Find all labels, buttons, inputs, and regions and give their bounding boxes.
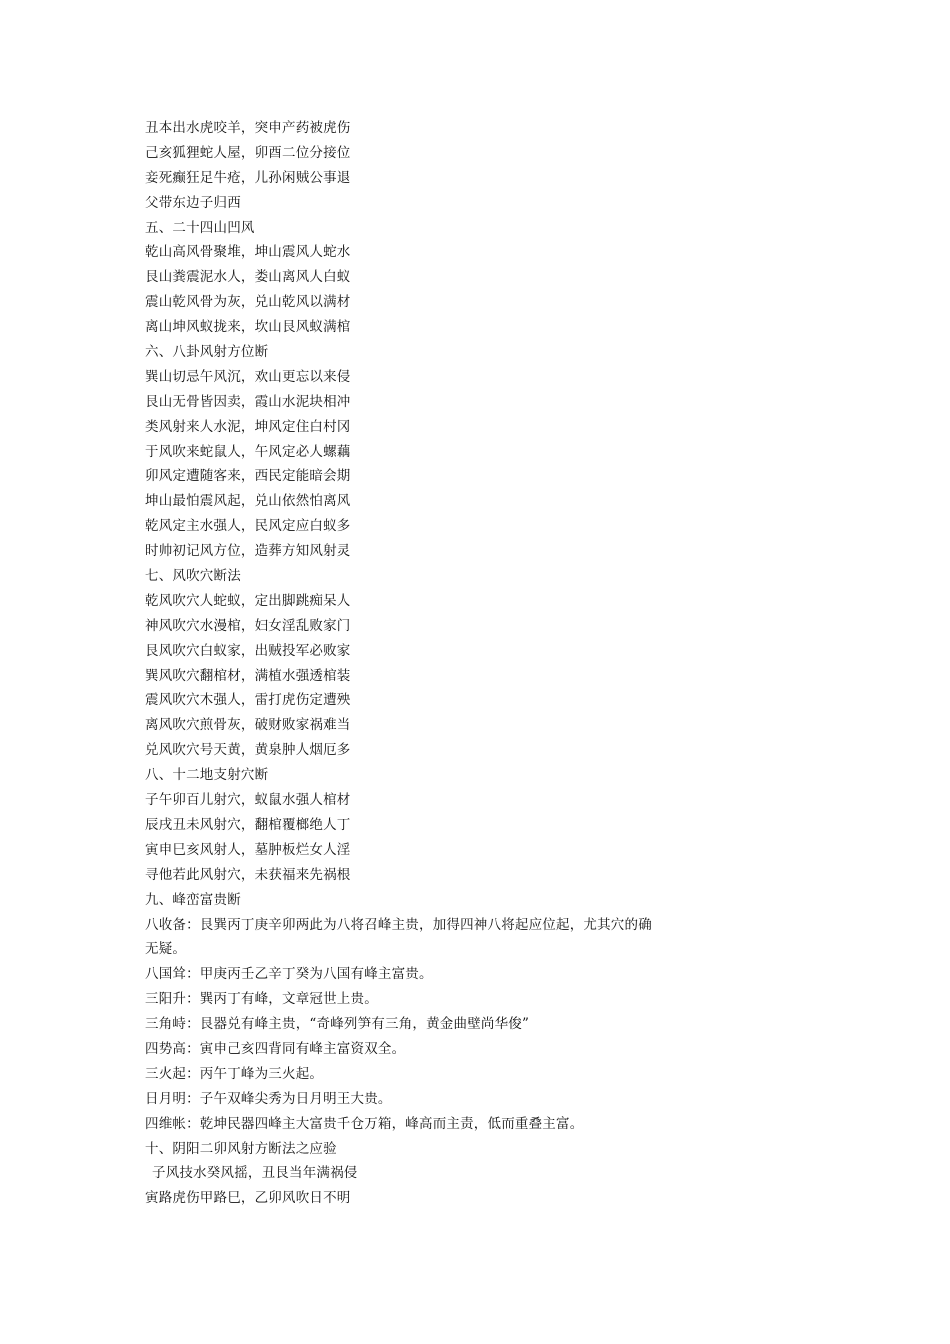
text-line: 寻他若此风射穴，未获福来先祸根: [145, 866, 351, 883]
text-line: 子风技水癸风摇，丑艮当年满祸侵: [152, 1165, 358, 1182]
text-line: 艮山粪震泥水人，娄山离风人白蚁: [145, 269, 351, 286]
text-line: 四维帐：乾坤民器四峰主大富贵千仓万箱，峰高而主责，低而重叠主富。: [145, 1115, 584, 1132]
text-line: 三火起：丙午丁峰为三火起。: [145, 1065, 324, 1082]
text-line: 日月明：子午双峰尖秀为日月明王大贵。: [145, 1090, 392, 1107]
text-line: 乾风定主水强人，民风定应白蚁多: [145, 518, 351, 535]
text-line: 巽山切忌午风沉，欢山更忘以来侵: [145, 368, 351, 385]
text-line: 坤山最怕震风起，兑山依然怕离风: [145, 493, 351, 510]
section-heading: 六、八卦风射方位断: [145, 344, 269, 361]
text-line: 巽风吹穴翻棺材，满植水强透棺装: [145, 667, 351, 684]
text-line: 寅路虎伤甲路巳，乙卯风吹日不明: [145, 1190, 351, 1207]
text-line: 八国耸：甲庚丙壬乙辛丁癸为八国有峰主富贵。: [145, 966, 433, 983]
text-line: 于风吹来蛇鼠人，午风定必人螺藕: [145, 443, 351, 460]
text-line: 寅申巳亥风射人，墓肿板烂女人淫: [145, 841, 351, 858]
section-heading: 五、二十四山凹风: [145, 219, 255, 236]
text-line: 艮风吹穴白蚁家，出贼投军必败家: [145, 642, 351, 659]
text-line: 离山坤风蚁拢来，坎山艮风蚁满棺: [145, 319, 351, 336]
text-line: 乾山高风骨聚堆，坤山震风人蛇水: [145, 244, 351, 261]
section-heading: 十、阴阳二卯风射方断法之应验: [145, 1140, 337, 1157]
text-line: 三角峙：艮器兑有峰主贵，“奇峰列笋有三角，黄金曲壁尚华俊”: [145, 1016, 530, 1033]
text-line: 类风射来人水泥，坤风定住白村冈: [145, 418, 351, 435]
section-heading: 七、风吹穴断法: [145, 568, 241, 585]
text-line: 丑本出水虎咬羊，突申产药被虎伤: [145, 120, 351, 136]
section-heading: 八、十二地支射穴断: [145, 767, 269, 784]
text-line: 乾风吹穴人蛇蚁，定出脚跳痴呆人: [145, 592, 351, 609]
text-line: 卯风定遭随客来，西民定能暗会期: [145, 468, 351, 485]
document-body: [145, 116, 665, 1211]
text-line: 震风吹穴木强人，雷打虎伤定遭殃: [145, 692, 351, 709]
text-line: 三阳升：巽丙丁有峰，文章冠世上贵。: [145, 991, 378, 1008]
paragraph: 八收备：艮巽丙丁庚辛卯两此为八将召峰主贵，加得四神八将起应位起，尤其穴的确无疑。: [145, 916, 652, 958]
section-heading: 九、峰峦富贵断: [145, 891, 241, 908]
text-line: 艮山无骨皆因卖，霞山水泥块相冲: [145, 393, 351, 410]
text-line: 父带东边子归西: [145, 194, 241, 211]
text-line: 辰戌丑未风射穴，翻棺覆榔绝人丁: [145, 816, 351, 833]
text-line: 神风吹穴水漫棺，妇女淫乱败家门: [145, 617, 351, 634]
text-line: 妾死癫狂足牛疮，儿孙闲贼公事退: [145, 169, 351, 186]
text-line: 己亥狐狸蛇人屋，卯酉二位分接位: [145, 144, 351, 161]
text-line: 子午卯百儿射穴，蚁鼠水强人棺材: [145, 792, 351, 809]
text-line: 震山乾风骨为灰，兑山乾风以满材: [145, 294, 351, 311]
text-line: 兑风吹穴号天黄，黄泉肿人烟厄多: [145, 742, 351, 759]
text-line: 四势高：寅申己亥四背同有峰主富资双全。: [145, 1040, 406, 1057]
text-line: 离风吹穴煎骨灰，破财败家祸难当: [145, 717, 351, 734]
text-line: 时帅初记风方位，造葬方知风射灵: [145, 543, 351, 560]
